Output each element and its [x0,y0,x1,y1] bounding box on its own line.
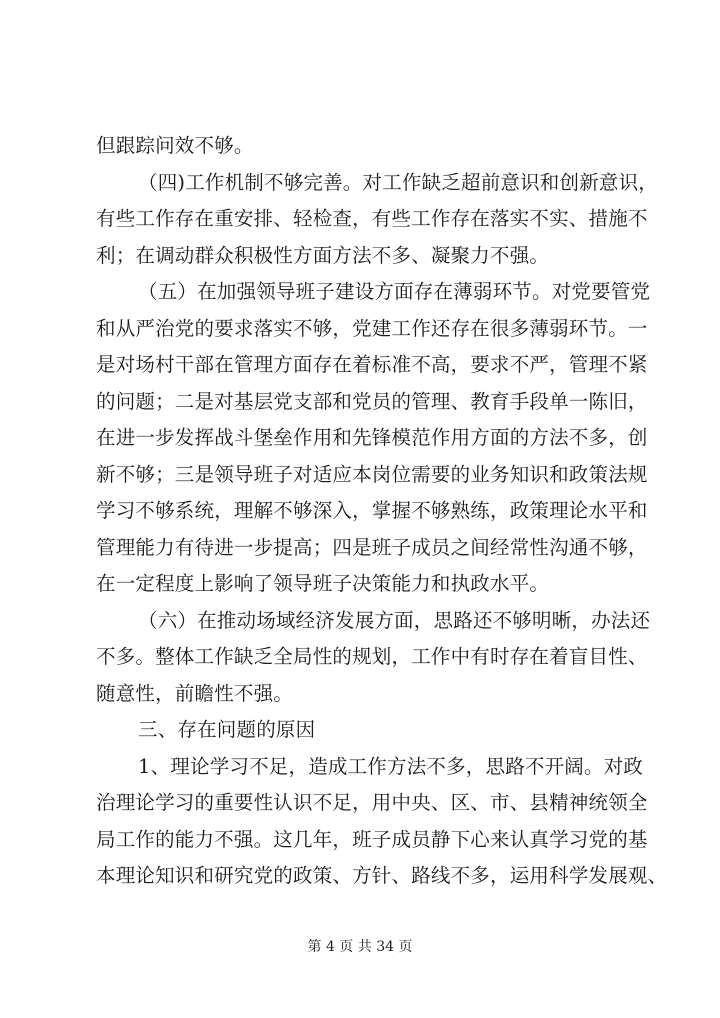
text-line: 利；在调动群众积极性方面方法不多、凝聚力不强。 [96,243,550,267]
paragraph-6-heading-line: （六）在推动场域经济发展方面，思路还不够明晰，办法还 [138,608,651,632]
text-line: 是对场村干部在管理方面存在着标准不高，要求不严，管理不紧 [96,353,648,376]
text-line: 但跟踪问效不够。 [96,134,254,157]
text-line: 不多。整体工作缺乏全局性的规划，工作中有时存在着盲目性、 [96,645,648,668]
text-line: 的问题；二是对基层党支部和党员的管理、教育手段单一陈旧， [96,389,648,413]
text-line: 局工作的能力不强。这几年，班子成员静下心来认真学习党的基 [96,827,648,851]
page-number-footer: 第 4 页 共 34 页 [307,939,413,955]
text-line: 和从严治党的要求落实不够，党建工作还存在很多薄弱环节。一 [96,316,648,340]
text-line: 学习不够系统，理解不够深入，掌握不够熟练，政策理论水平和 [96,499,648,522]
text-line: 在一定程度上影响了领导班子决策能力和执政水平。 [96,572,550,595]
paragraph-4-heading-line: （四)工作机制不够完善。对工作缺乏超前意识和创新意识， [138,170,659,194]
text-line: 本理论知识和研究党的政策、方针、路线不多，运用科学发展观、 [96,864,668,887]
paragraph-5-heading-line: （五）在加强领导班子建设方面存在薄弱环节。对党要管党 [138,280,651,303]
document-body [96,128,668,895]
text-line: 管理能力有待进一步提高；四是班子成员之间经常性沟通不够， [96,535,648,559]
paragraph-1-heading-line: 1、理论学习不足，造成工作方法不多，思路不开阔。对政 [138,754,644,778]
text-line: 治理论学习的重要性认识不足，用中央、区、市、县精神统领全 [96,791,648,814]
text-line: 新不够；三是领导班子对适应本岗位需要的业务知识和政策法规 [96,462,648,486]
text-line: 在进一步发挥战斗堡垒作用和先锋模范作用方面的方法不多，创 [96,426,648,449]
section-heading: 三、存在问题的原因 [138,718,316,741]
text-line: 随意性，前瞻性不强。 [96,681,294,705]
text-line: 有些工作存在重安排、轻检查，有些工作存在落实不实、措施不 [96,207,648,230]
